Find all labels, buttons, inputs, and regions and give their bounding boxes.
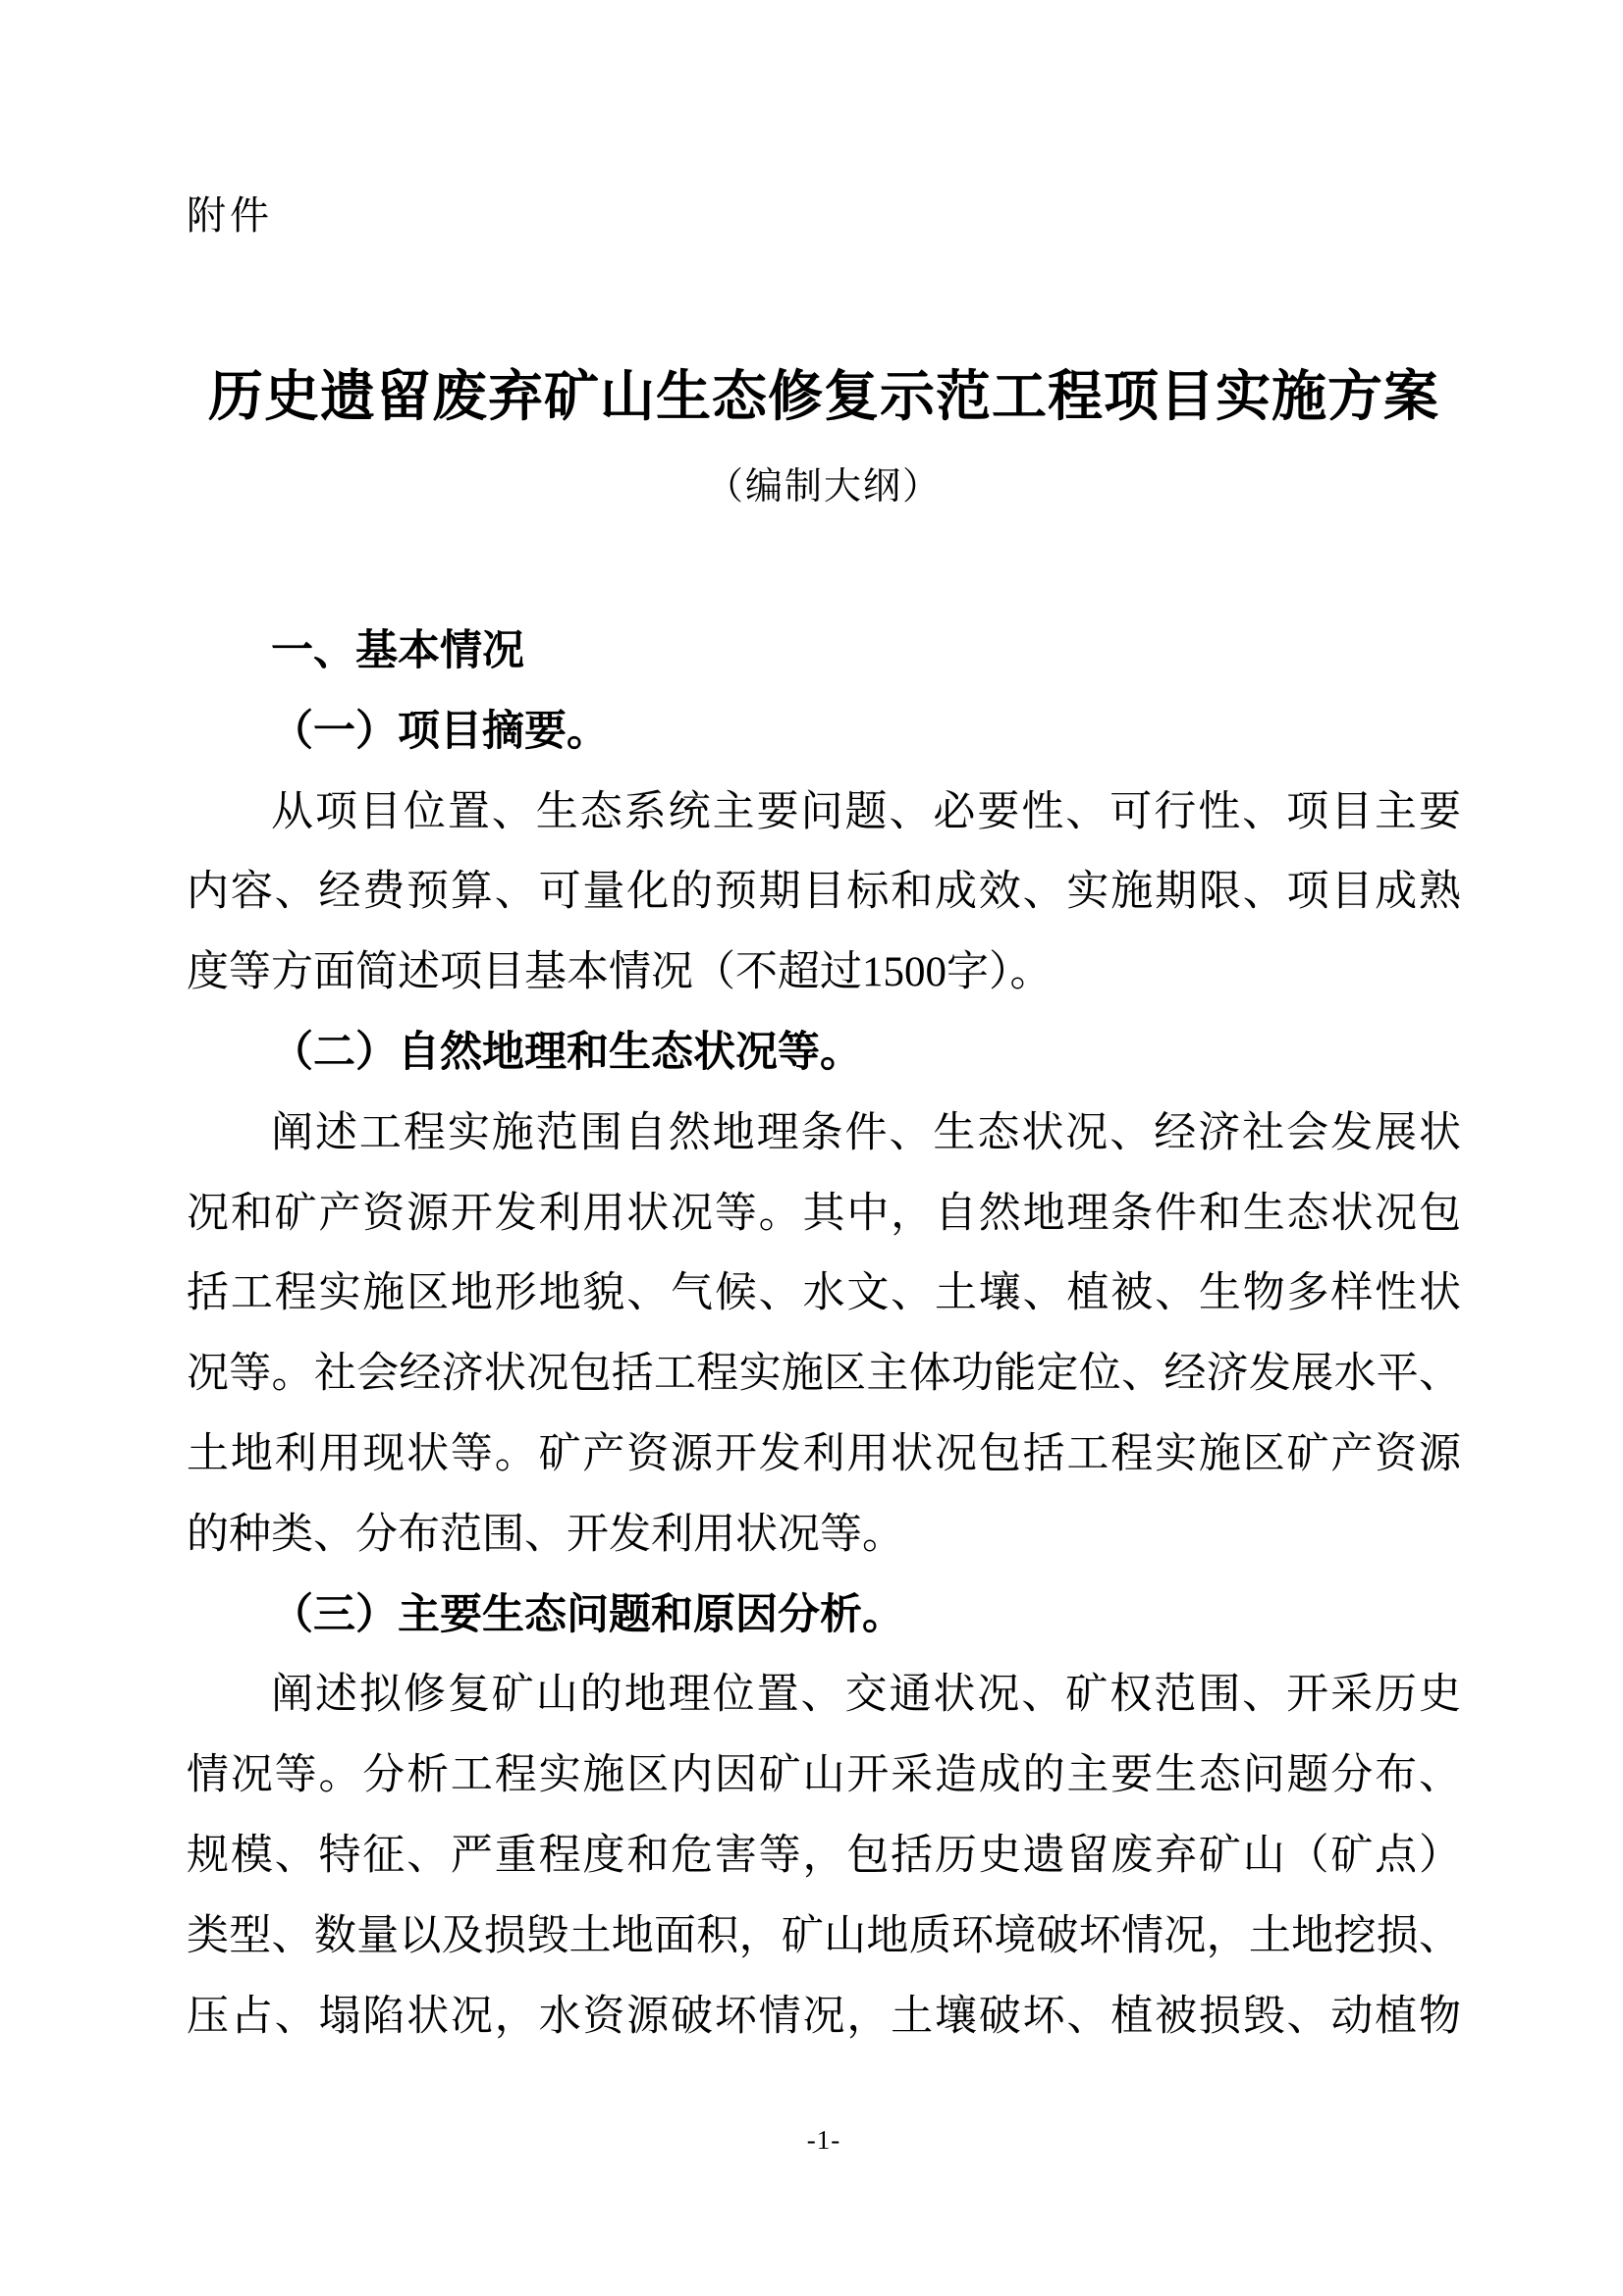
body-line: 压占、塌陷状况，水资源破坏情况，土壤破坏、植被损毁、动植物 xyxy=(187,1993,1461,2040)
document-body xyxy=(187,612,1461,2056)
subsection-heading: （一）项目摘要。 xyxy=(271,708,609,755)
body-line: 规模、特征、严重程度和危害等，包括历史遗留废弃矿山（矿点） xyxy=(187,1832,1461,1879)
subsection-heading: （三）主要生态问题和原因分析。 xyxy=(271,1591,904,1638)
body-line: 阐述拟修复矿山的地理位置、交通状况、矿权范围、开采历史 xyxy=(271,1672,1461,1719)
body-line: 阐述工程实施范围自然地理条件、生态状况、经济社会发展状 xyxy=(271,1109,1461,1156)
body-line: 土地利用现状等。矿产资源开发利用状况包括工程实施区矿产资源 xyxy=(187,1430,1461,1477)
body-line: 度等方面简述项目基本情况（不超过1500字）。 xyxy=(187,949,1053,996)
body-line: 从项目位置、生态系统主要问题、必要性、可行性、项目主要 xyxy=(271,788,1461,835)
body-line: 括工程实施区地形地貌、气候、水文、土壤、植被、生物多样性状 xyxy=(187,1270,1461,1317)
body-line: 类型、数量以及损毁土地面积，矿山地质环境破坏情况，土地挖损、 xyxy=(187,1912,1461,1959)
document-subtitle: （编制大纲） xyxy=(705,466,942,507)
page-number: -1- xyxy=(806,2125,841,2155)
body-line: 况和矿产资源开发利用状况等。其中，自然地理条件和生态状况包 xyxy=(187,1190,1461,1237)
body-line: 况等。社会经济状况包括工程实施区主体功能定位、经济发展水平、 xyxy=(187,1351,1461,1398)
subsection-heading: （二）自然地理和生态状况等。 xyxy=(271,1029,862,1076)
body-line: 的种类、分布范围、开发利用状况等。 xyxy=(187,1511,904,1558)
body-line: 内容、经费预算、可量化的预期目标和成效、实施期限、项目成熟 xyxy=(187,869,1461,916)
body-line: 情况等。分析工程实施区内因矿山开采造成的主要生态问题分布、 xyxy=(187,1752,1461,1799)
document-title: 历史遗留废弃矿山生态修复示范工程项目实施方案 xyxy=(208,367,1439,428)
chapter-heading: 一、基本情况 xyxy=(271,627,524,674)
attachment-label: 附件 xyxy=(187,193,273,238)
